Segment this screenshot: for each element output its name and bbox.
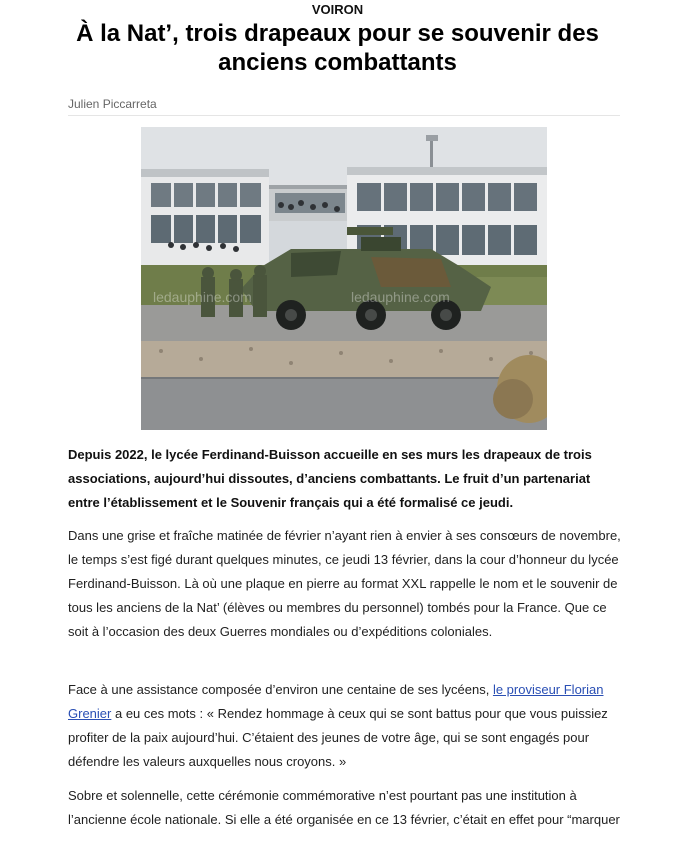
paragraph-2-text-end: a eu ces mots : « Rendez hommage à ceux qui se sont battus pour que vous puissiez profiter de la paix aujourd’hui. C’étaient des jeunes de votre âge, qui se sont engagés pour défendre les valeurs auxquelles nous croyons. » — [68, 706, 608, 769]
proviseur-link[interactable]: le proviseur Florian Grenier — [68, 682, 604, 721]
author-name: Julien Piccarreta — [68, 97, 157, 111]
article-paragraph-2 — [68, 678, 622, 774]
section-kicker: VOIRON — [311, 2, 364, 17]
article-lead: Depuis 2022, le lycée Ferdinand-Buisson accueille en ses murs les drapeaux de trois associations, aujourd’hui dissoutes, d’anciens combattants. Le fruit d’un partenariat entre l’établissement et le Souvenir français qui a été formalisé ce jeudi. — [68, 447, 592, 510]
photo-watermark-left: ledauphine.com — [153, 289, 252, 305]
divider — [68, 115, 620, 116]
photo-illustration — [141, 127, 547, 430]
article-paragraph-3: Sobre et solennelle, cette cérémonie commémorative n’est pourtant pas une institution à l’ancienne école nationale. Si elle a été organisée en ce 13 février, c’était en effet pour “marquer — [68, 788, 620, 827]
article-photo — [141, 127, 547, 430]
photo-watermark-right: ledauphine.com — [351, 289, 450, 305]
paragraph-2-text-start: Face à une assistance composée d’environ une centaine de ses lycéens, — [68, 682, 493, 697]
article-paragraph-1: Dans une grise et fraîche matinée de février n’ayant rien à envier à ses consœurs de novembre, le temps s’est figé durant quelques minutes, ce jeudi 13 février, dans la cour d’honneur du lycée Ferdinand-Buisson. Là où une plaque en pierre au format XXL rappelle le nom et le souvenir de tous les anciens de la Nat’ (élèves ou membres du personnel) tombés pour la France. Que ce soit à l’occasion des deux Guerres mondiales ou d’expéditions coloniales. — [68, 528, 621, 639]
article-title: À la Nat’, trois drapeaux pour se souvenir des anciens combattants — [76, 20, 599, 76]
